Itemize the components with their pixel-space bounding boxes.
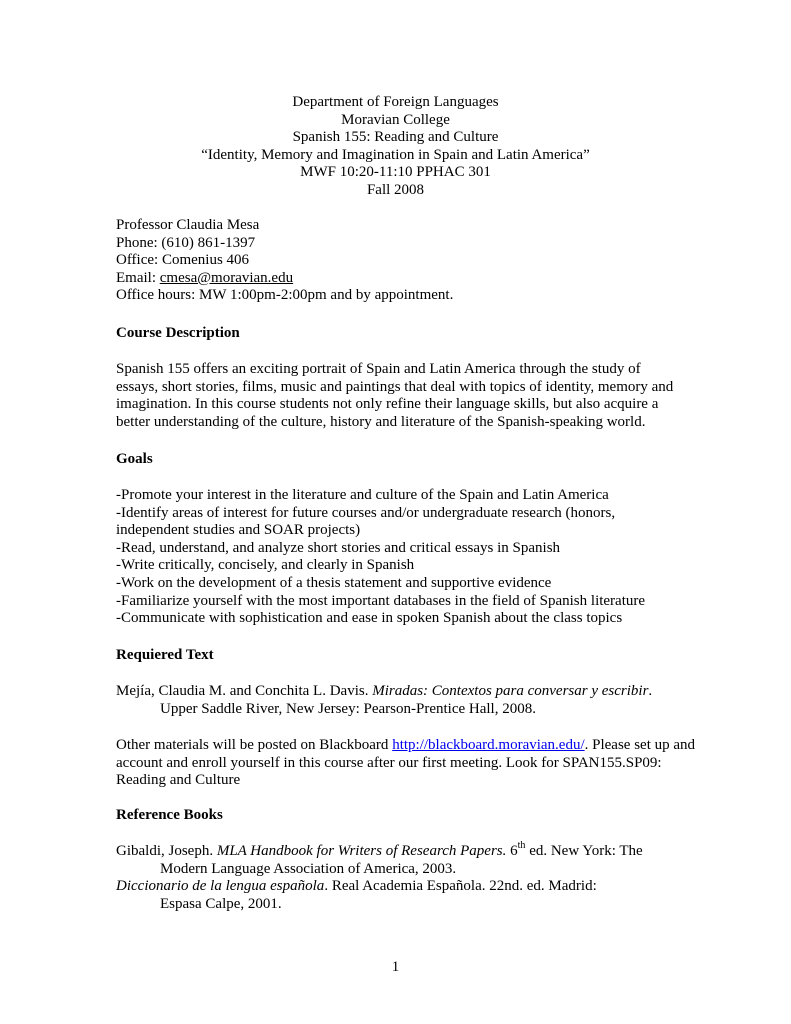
required-text-citation	[116, 683, 696, 718]
reference-books-list	[116, 840, 696, 913]
course-description-heading: Course Description	[116, 325, 240, 341]
goal-item: -Read, understand, and analyze short stories and critical essays in Spanish	[116, 539, 561, 556]
course-term: Fall 2008	[366, 181, 425, 198]
other-materials-paragraph	[116, 737, 706, 790]
course-title: Spanish 155: Reading and Culture	[292, 129, 499, 146]
citation-line	[116, 683, 696, 701]
goals-list	[116, 487, 696, 628]
goal-item: -Work on the development of a thesis statement and supportive evidence	[116, 574, 552, 591]
email-label: Email:	[116, 269, 160, 286]
college-name: Moravian College	[341, 111, 450, 128]
department-name: Department of Foreign Languages	[292, 94, 499, 110]
document-header	[0, 94, 791, 200]
reference-publisher: . Real Academia Española. 22nd. ed. Madrid:	[324, 878, 597, 895]
reference-item	[116, 840, 696, 861]
page-number: 1	[391, 959, 400, 975]
professor-name: Professor Claudia Mesa	[116, 217, 260, 233]
email-line	[116, 270, 696, 288]
reference-continuation: Espasa Calpe, 2001.	[160, 895, 282, 912]
course-description-text: Spanish 155 offers an exciting portrait of Spain and Latin America through the study of essays, short stories, films, music and paintings that deal with topics of identity, memory and imagination. In this course students not only refine their language skills, but also acquire a better understanding of the culture, history and literature of the Spanish-speaking world.	[116, 361, 674, 430]
materials-text-after: . Please set up and account and enroll yourself in this course after our first meeting. Look for SPAN155.SP09: Reading and Culture	[116, 737, 696, 789]
goal-item: -Communicate with sophistication and ease in spoken Spanish about the class topics	[116, 610, 623, 627]
citation-period: .	[648, 683, 653, 699]
reference-continuation: Modern Language Association of America, 2003.	[160, 860, 457, 877]
course-subtitle: “Identity, Memory and Imagination in Spain and Latin America”	[201, 146, 590, 163]
citation-authors: Mejía, Claudia M. and Conchita L. Davis.	[116, 683, 373, 699]
office-location: Office: Comenius 406	[116, 252, 250, 269]
reference-edition: 6	[506, 843, 518, 859]
reference-edition-suffix: th	[517, 840, 526, 851]
reference-publisher: ed. New York: The	[525, 843, 643, 859]
reference-books-heading: Reference Books	[116, 807, 223, 823]
reference-author: Gibaldi, Joseph.	[116, 843, 217, 859]
goal-item: -Promote your interest in the literature and culture of the Spain and Latin America	[116, 487, 609, 503]
citation-title: Miradas: Contextos para conversar y escribir	[372, 683, 649, 699]
reference-item	[116, 878, 696, 896]
goals-heading: Goals	[116, 451, 153, 467]
goal-item: -Identify areas of interest for future courses and/or undergraduate research (honors, independent studies and SOAR projects)	[116, 504, 616, 539]
reference-title: Diccionario de la lengua española	[116, 878, 325, 895]
contact-info	[116, 217, 696, 305]
blackboard-link[interactable]: http://blackboard.moravian.edu/	[392, 737, 585, 753]
goal-item: -Write critically, concisely, and clearly in Spanish	[116, 557, 415, 574]
email-link[interactable]: cmesa@moravian.edu	[159, 269, 294, 286]
citation-publisher: Upper Saddle River, New Jersey: Pearson-Prentice Hall, 2008.	[160, 700, 536, 717]
phone-number: Phone: (610) 861-1397	[116, 234, 256, 251]
reference-title: MLA Handbook for Writers of Research Papers.	[216, 843, 507, 859]
course-schedule: MWF 10:20-11:10 PPHAC 301	[300, 164, 491, 181]
materials-text-before: Other materials will be posted on Blackboard	[116, 737, 393, 753]
office-hours: Office hours: MW 1:00pm-2:00pm and by appointment.	[116, 287, 454, 304]
required-text-heading: Requiered Text	[116, 647, 214, 663]
goal-item: -Familiarize yourself with the most important databases in the field of Spanish literature	[116, 592, 646, 609]
